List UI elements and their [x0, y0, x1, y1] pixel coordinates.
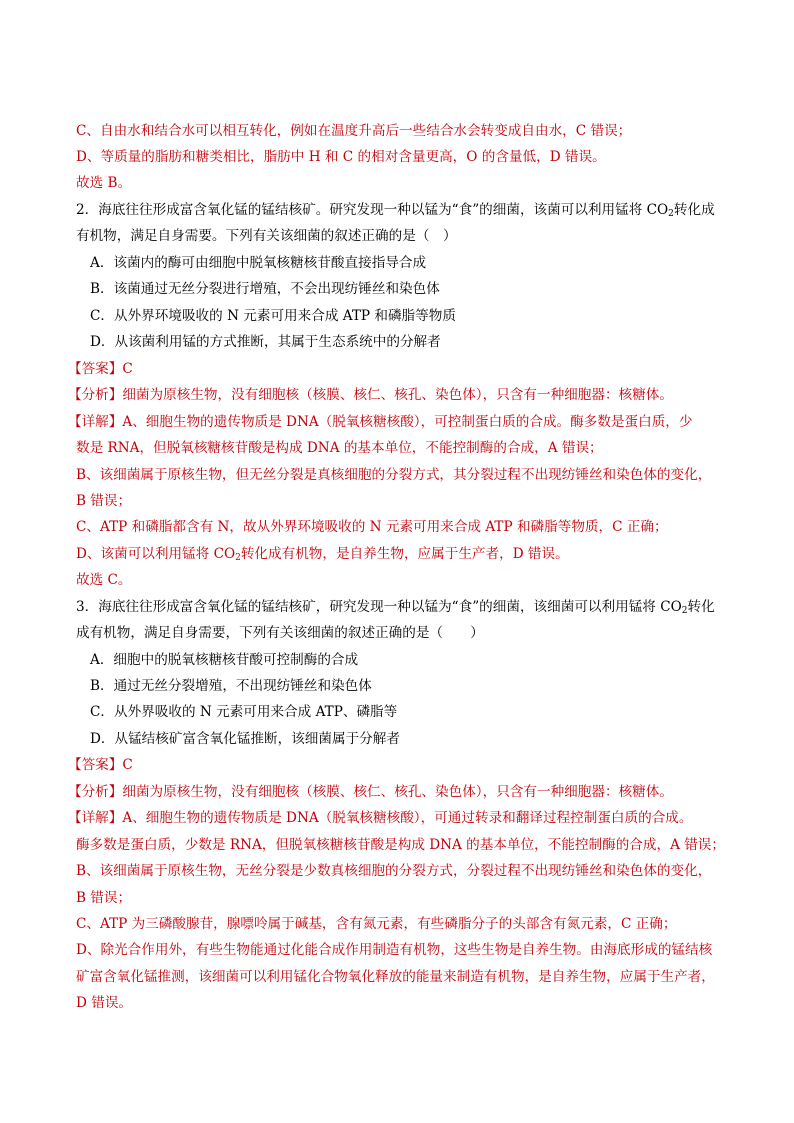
q2-option-c: C．从外界环境吸收的 N 元素可用来合成 ATP 和磷脂等物质: [90, 308, 456, 324]
q2-option-d: D．从该菌利用锰的方式推断，其属于生态系统中的分解者: [90, 334, 441, 350]
q3-analysis: [68, 783, 718, 801]
q3-option-b: B．通过无丝分裂增殖，不出现纺锤丝和染色体: [90, 678, 372, 694]
q3-detail-tag: 【详解】: [68, 810, 123, 826]
q2-stem-subscript: 2: [668, 209, 674, 219]
q3-answer: [68, 756, 718, 774]
q2-analysis-tag: 【分析】: [68, 387, 123, 403]
q2-conclusion: 故选 C。: [76, 572, 132, 588]
q3-stem-line-1: [76, 598, 726, 616]
q2-stem-line-1: [76, 201, 726, 219]
q2-detail-text-1: A、细胞生物的遗传物质是 DNA（脱氧核糖核酸），可控制蛋白质的合成。酶多数是蛋白质，少: [122, 414, 693, 430]
q3-option-a: A．细胞中的脱氧核糖核苷酸可控制酶的合成: [90, 652, 359, 668]
q3-detail-line-3: B、该细菌属于原核生物，无丝分裂是少数真核细胞的分裂方式，分裂过程不出现纺锤丝和染色体的变化，: [76, 863, 712, 879]
q2-detail-tag: 【详解】: [68, 414, 123, 430]
q3-detail-line-8: D 错误。: [76, 995, 133, 1011]
q3-answer-tag: 【答案】: [68, 757, 123, 773]
q2-detail-line-5: C、ATP 和磷脂都含有 N，故从外界环境吸收的 N 元素可用来合成 ATP 和磷脂等物质，C 正确；: [76, 519, 668, 535]
q3-analysis-tag: 【分析】: [68, 784, 123, 800]
q2-detail-6-part-b: 转化成有机物，是自养生物，应属于生产者，D 错误。: [240, 546, 569, 562]
q2-answer-tag: 【答案】: [68, 361, 123, 377]
q2-answer-value: C: [122, 361, 133, 377]
q3-detail-line-6: D、除光合作用外，有些生物能通过化能合成作用制造有机物，这些生物是自养生物。由海底形成的锰结核: [76, 942, 713, 958]
q3-stem-part-b: 转化: [687, 599, 715, 615]
q2-answer: [68, 360, 718, 378]
q3-option-d: D．从锰结核矿富含氧化锰推断，该细菌属于分解者: [90, 731, 400, 747]
q3-detail-line-7: 矿富含氧化锰推测，该细菌可以利用锰化合物氧化释放的能量来制造有机物，是自养生物，应属于生产者，: [76, 969, 715, 985]
q2-stem-part-b: 转化成: [673, 202, 715, 218]
q3-option-c: C．从外界吸收的 N 元素可用来合成 ATP、磷脂等: [90, 704, 398, 720]
q3-detail-text-1: A、细胞生物的遗传物质是 DNA（脱氧核糖核酸），可通过转录和翻译过程控制蛋白质的合成。: [122, 810, 693, 826]
q2-stem-line-2: 有机物，满足自身需要。下列有关该细菌的叙述正确的是（ ）: [76, 228, 457, 244]
q3-detail-line-5: C、ATP 为三磷酸腺苷，腺嘌呤属于碱基，含有氮元素，有些磷脂分子的头部含有氮元素，C 正确；: [76, 916, 677, 932]
q3-stem-line-2: 成有机物，满足自身需要，下列有关该细菌的叙述正确的是（ ）: [76, 625, 484, 641]
prev-explanation-d: D、等质量的脂肪和糖类相比，脂肪中 H 和 C 的相对含量更高，O 的含量低，D 错误。: [76, 149, 606, 165]
q2-option-a: A．该菌内的酶可由细胞中脱氧核糖核苷酸直接指导合成: [90, 255, 427, 271]
q3-analysis-text: 细菌为原核生物，没有细胞核（核膜、核仁、核孔、染色体），只含有一种细胞器：核糖体。: [122, 784, 673, 800]
prev-explanation-c: C、自由水和结合水可以相互转化，例如在温度升高后一些结合水会转变成自由水，C 错误；: [76, 123, 632, 139]
q2-analysis-text: 细菌为原核生物，没有细胞核（核膜、核仁、核孔、染色体），只含有一种细胞器：核糖体。: [122, 387, 673, 403]
prev-conclusion: 故选 B。: [76, 175, 132, 191]
q2-analysis: [68, 386, 718, 404]
q2-detail-line-1: [68, 413, 718, 431]
q3-stem-part-a: 3．海底往往形成富含氧化锰的锰结核矿，研究发现一种以锰为“食”的细菌，该细菌可以利用锰将 CO: [76, 599, 682, 615]
q2-detail-line-4: B 错误；: [76, 493, 132, 509]
q2-detail-line-6: [76, 545, 726, 563]
q3-detail-line-1: [68, 809, 718, 827]
q2-detail-6-part-a: D、该菌可以利用锰将 CO: [76, 546, 236, 562]
q3-detail-line-4: B 错误；: [76, 890, 132, 906]
q3-detail-line-2: 酶多数是蛋白质，少数是 RNA，但脱氧核糖核苷酸是构成 DNA 的基本单位，不能控制酶的合成，A 错误；: [76, 837, 725, 853]
q3-answer-value: C: [122, 757, 133, 773]
q2-stem-part-a: 2．海底往往形成富含氧化锰的锰结核矿。研究发现一种以锰为“食”的细菌，该菌可以利用锰将 CO: [76, 202, 669, 218]
q2-detail-line-3: B、该细菌属于原核生物，但无丝分裂是真核细胞的分裂方式，其分裂过程不出现纺锤丝和染色体的变化，: [76, 467, 712, 483]
q2-detail-6-subscript: 2: [235, 553, 241, 563]
q2-detail-line-2: 数是 RNA，但脱氧核糖核苷酸是构成 DNA 的基本单位，不能控制酶的合成，A 错误；: [76, 440, 603, 456]
q3-stem-subscript: 2: [681, 606, 688, 616]
q2-option-b: B．该菌通过无丝分裂进行增殖，不会出现纺锤丝和染色体: [90, 281, 440, 297]
